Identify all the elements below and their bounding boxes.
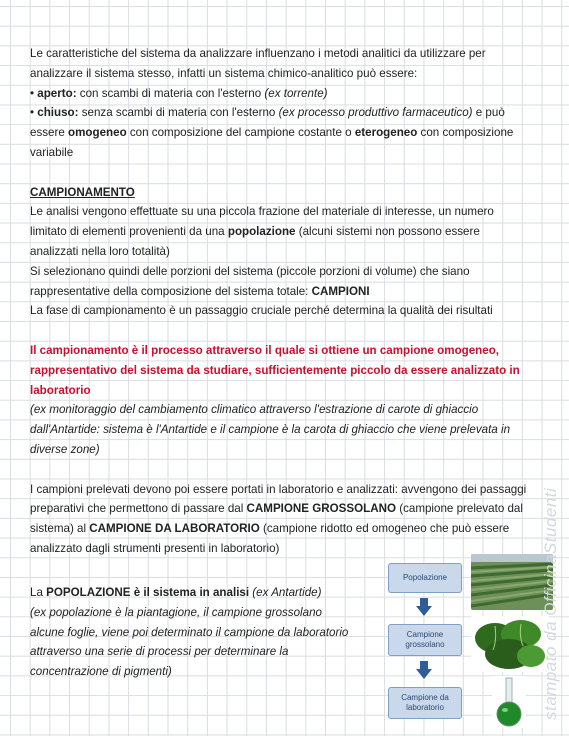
definition-highlight: Il campionamento è il processo attraverso il quale si ottiene un campione omogeneo, rappresentativo del sistema da studiare, sufficientemente piccolo da essere analizzato in laboratorio xyxy=(30,343,520,397)
text: (campione ridotto ed omogeneo che può essere analizzato dagli strumenti presenti in laboratorio) xyxy=(30,522,510,555)
text: I campioni prelevati devono poi essere portati in laboratorio e analizzati: avvengono dei passaggi preparativi che permettono di passare dal xyxy=(30,482,527,516)
chiuso-text: senza scambi di materia con l'esterno xyxy=(78,106,279,120)
text: (alcuni sistemi non possono essere analizzati nella loro totalità) xyxy=(30,225,480,258)
intro-paragraph xyxy=(30,44,530,163)
aperto-example: (ex torrente) xyxy=(264,86,328,100)
campionamento-paragraph-2 xyxy=(30,262,530,302)
chiuso-example: (ex processo produttivo farmaceutico) xyxy=(278,106,473,120)
population-section xyxy=(30,583,360,682)
definition-example: (ex monitoraggio del cambiamento climatico attraverso l'estrazione di carote di ghiaccio dall'Antartide: sistema è l'Antartide e il campione è la carota di ghiaccio che viene prelevata in diverse zone) xyxy=(30,403,511,456)
population-line xyxy=(30,583,360,603)
notes-body xyxy=(30,44,530,559)
samples-paragraph xyxy=(30,480,530,559)
popolazione-term: popolazione xyxy=(227,225,296,239)
box-label: Campione da laboratorio xyxy=(401,693,449,712)
aperto-label: aperto: xyxy=(37,86,77,100)
arrow-down-icon xyxy=(416,661,432,679)
population-example-short: (ex Antartide) xyxy=(249,586,322,599)
campionamento-heading: CAMPIONAMENTO xyxy=(30,185,135,199)
watermark: stampato da OfficinaStudenti xyxy=(541,487,560,720)
campionamento-paragraph-1 xyxy=(30,202,530,261)
campionamento-paragraph-3: La fase di campionamento è un passaggio cruciale perché determina la qualità dei risultati xyxy=(30,304,493,318)
campione-grossolano-term: CAMPIONE GROSSOLANO xyxy=(246,502,396,516)
chiuso-tail: con composizione variabile xyxy=(30,126,514,159)
box-label: Campione grossolano xyxy=(405,630,445,649)
campioni-term: CAMPIONI xyxy=(311,284,370,298)
arrow-down-icon xyxy=(416,598,432,616)
flask-image xyxy=(492,676,526,728)
intro-text: Le caratteristiche del sistema da analizzare influenzano i metodi analitici da utilizzare per analizzare il sistema stesso, infatti un sistema chimico-analitico può essere: xyxy=(30,47,486,80)
campione-grossolano-box xyxy=(388,624,462,656)
campione-laboratorio-box xyxy=(388,687,462,719)
chiuso-label: chiuso: xyxy=(37,106,79,120)
text: La xyxy=(30,586,47,599)
chiuso-tail: e può essere xyxy=(30,106,505,140)
eterogeneo-term: eterogeneo xyxy=(354,126,418,140)
sampling-diagram xyxy=(388,560,554,725)
leaves-image xyxy=(471,616,549,672)
chiuso-tail: con composizione del campione costante o xyxy=(126,126,355,140)
popolazione-box xyxy=(388,563,462,593)
population-example: (ex popolazione è la piantagione, il campione grossolano alcune foglie, viene poi determinato il campione da laboratorio attraverso una serie di processi per determinare la concentrazione di pigmenti) xyxy=(30,605,349,679)
aperto-text: con scambi di materia con l'esterno xyxy=(76,86,265,100)
bullet: • xyxy=(30,86,38,100)
box-label: Popolazione xyxy=(402,573,448,582)
popolazione-definition: POPOLAZIONE è il sistema in analisi xyxy=(46,586,250,599)
text: Le analisi vengono effettuate su una piccola frazione del materiale di interesse, un numero limitato di elementi provenienti da una xyxy=(30,205,494,239)
bullet: • xyxy=(30,106,38,120)
campione-laboratorio-term: CAMPIONE DA LABORATORIO xyxy=(89,522,260,536)
text: (campione prelevato dal sistema) al xyxy=(30,502,523,536)
text: Si selezionano quindi delle porzioni del sistema (piccole porzioni di volume) che siano rappresentative della composizione del sistema totale: xyxy=(30,264,470,298)
omogeneo-term: omogeneo xyxy=(68,126,127,140)
